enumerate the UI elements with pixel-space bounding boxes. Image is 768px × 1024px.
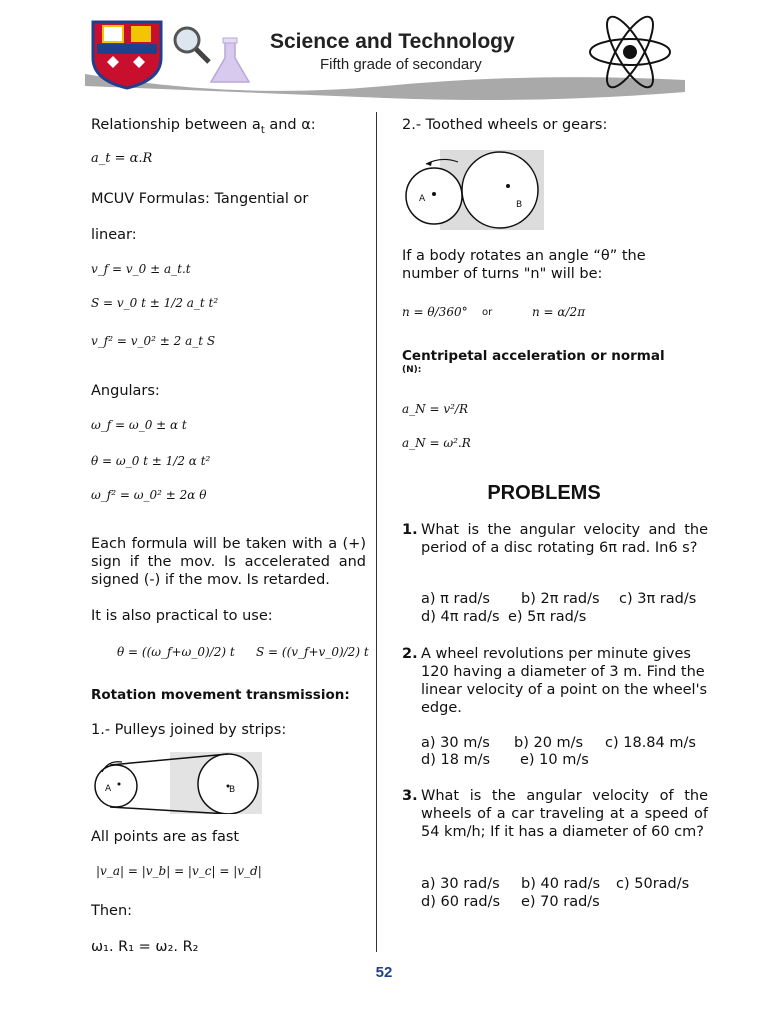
header-title: Science and Technology	[270, 30, 515, 53]
school-logo	[93, 22, 161, 88]
problem-text: What is the angular velocity and the period of a disc rotating 6π rad. In6 s?	[421, 522, 708, 556]
pulley-label-b: B	[229, 785, 236, 795]
formula-theta: θ = ω_0 t ± 1/2 α t²	[91, 454, 211, 468]
gears-heading: 2.- Toothed wheels or gears:	[402, 117, 608, 133]
formula-wf2: ω_f² = ω_0² ± 2α θ	[91, 488, 207, 502]
sign-paragraph: Each formula will be taken with a (+) sign if the mov. Is accelerated and signed (-) if the mov. Is retarded.	[91, 536, 366, 588]
or-text: or	[482, 307, 493, 318]
angulars-heading: Angulars:	[91, 383, 160, 399]
centripetal-heading: Centripetal acceleration or normal	[402, 348, 665, 364]
problem-number: 1.	[402, 522, 418, 538]
problem-3-option-e: e) 70 rad/s	[521, 894, 600, 910]
problem-3-option-d: d) 60 rad/s	[421, 894, 501, 910]
problem-text: A wheel revolutions per minute gives 120 having a diameter of 3 m. Find the linear velocity of a point on the wheel's edge.	[421, 646, 708, 716]
mcuv-heading-line2: linear:	[91, 227, 137, 243]
header-subtitle: Fifth grade of secondary	[320, 56, 482, 73]
problem-number: 3.	[402, 788, 418, 804]
formula-final: ω₁. R₁ = ω₂. R₂	[91, 939, 199, 955]
pulley-diagram	[92, 752, 262, 814]
column-divider	[376, 112, 377, 952]
problem-1-option-c: c) 3π rad/s	[619, 591, 697, 607]
gears-diagram	[402, 150, 544, 230]
formula-speeds: |v_a| = |v_b| = |v_c| = |v_d|	[96, 864, 262, 878]
mcuv-heading-line1: MCUV Formulas: Tangential or	[91, 191, 309, 207]
turns-paragraph: If a body rotates an angle “θ” the number of turns "n" will be:	[402, 248, 646, 282]
problem-text: What is the angular velocity of the wheels of a car traveling at a speed of 54 km/h; If it has a diameter of 60 cm?	[421, 788, 708, 840]
gear-label-b: B	[516, 200, 523, 210]
then-text: Then:	[91, 903, 133, 919]
formula-vf2: v_f² = v_0² ± 2 a_t S	[91, 334, 216, 348]
formula-n2: n = α/2π	[532, 305, 586, 319]
formula-s: S = v_0 t ± 1/2 a_t t²	[91, 296, 219, 310]
problems-heading: PROBLEMS	[487, 482, 601, 504]
rotation-heading: Rotation movement transmission:	[91, 687, 350, 703]
pulley-label-a: A	[105, 784, 112, 794]
problem-2-option-b: b) 20 m/s	[514, 735, 584, 751]
problem-2-option-a: a) 30 m/s	[421, 735, 490, 751]
problem-3-option-a: a) 30 rad/s	[421, 876, 500, 892]
problem-1-option-b: b) 2π rad/s	[521, 591, 600, 607]
formula-theta-avg: θ = ((ω_f+ω_0)/2) t	[117, 645, 235, 659]
problem-2-option-c: c) 18.84 m/s	[605, 735, 696, 751]
problem-1-option-e: e) 5π rad/s	[508, 609, 587, 625]
all-points-text: All points are as fast	[91, 829, 240, 845]
problem-1-option-a: a) π rad/s	[421, 591, 490, 607]
formula-an1: a_N = v²/R	[402, 402, 469, 416]
formula-s-avg: S = ((v_f+v_0)/2) t	[256, 645, 369, 659]
header-swoosh	[85, 74, 685, 100]
formula-n1: n = θ/360°	[402, 305, 468, 319]
problem-3-option-c: c) 50rad/s	[616, 876, 690, 892]
gear-label-a: A	[419, 194, 426, 204]
practical-text: It is also practical to use:	[91, 608, 273, 624]
relationship-heading: Relationship between $a_t$ and α:	[91, 117, 316, 136]
formula-wf: ω_f = ω_0 ± α t	[91, 418, 187, 432]
pulleys-heading: 1.- Pulleys joined by strips:	[91, 722, 287, 738]
problem-1-option-d: d) 4π rad/s	[421, 609, 500, 625]
formula-vf: v_f = v_0 ± a_t.t	[91, 262, 191, 276]
magnifier-icon	[175, 28, 209, 62]
problem-number: 2.	[402, 646, 418, 662]
centripetal-sub: (N):	[402, 365, 422, 375]
formula-at: a_t = α.R	[91, 151, 153, 166]
page-number: 52	[375, 964, 393, 981]
problem-2-option-d: d) 18 m/s	[421, 752, 491, 768]
formula-an2: a_N = ω².R	[402, 436, 471, 450]
flask-icon	[211, 38, 249, 82]
problem-2-option-e: e) 10 m/s	[520, 752, 589, 768]
problem-3-option-b: b) 40 rad/s	[521, 876, 601, 892]
